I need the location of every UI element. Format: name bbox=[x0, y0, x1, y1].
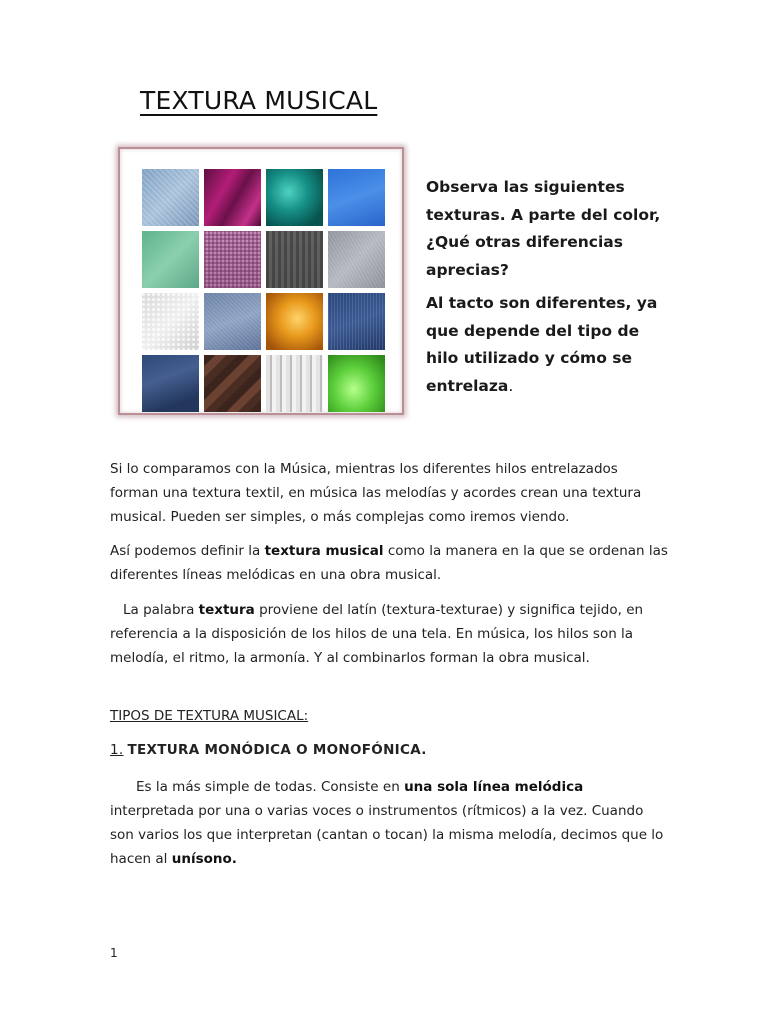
white-fur-tile bbox=[142, 293, 199, 350]
textures-image-grid bbox=[142, 169, 385, 412]
jeans-tile bbox=[204, 293, 261, 350]
navy-denim-tile bbox=[328, 293, 385, 350]
subsection-number: 1. bbox=[110, 742, 124, 758]
magenta-fabric-tile bbox=[204, 169, 261, 226]
paragraph-monody bbox=[110, 775, 670, 871]
white-pleat-tile bbox=[266, 355, 323, 412]
paragraph-music-comparison: Si lo comparamos con la Música, mientras los diferentes hilos entrelazados forman una textura textil, en música las melodías y acordes crean una textura musical. Pueden ser simples, o más complejas como iremos viendo. bbox=[110, 461, 642, 525]
paragraph-etymology bbox=[110, 598, 670, 670]
grey-wool-tile bbox=[328, 231, 385, 288]
section-heading: TIPOS DE TEXTURA MUSICAL: bbox=[110, 708, 309, 724]
side-text bbox=[426, 174, 676, 406]
paragraph-definition bbox=[110, 539, 670, 587]
subsection-title: TEXTURA MONÓDICA O MONOFÓNICA. bbox=[127, 742, 427, 758]
pink-knit-tile bbox=[204, 231, 261, 288]
document-title: TEXTURA MUSICAL bbox=[140, 86, 378, 115]
leather-weave-tile bbox=[204, 355, 261, 412]
jeans-pocket-tile bbox=[142, 355, 199, 412]
side-answer-text: Al tacto son diferentes, ya que depende del tipo de hilo utilizado y cómo se entrelaza bbox=[426, 294, 658, 395]
blue-fabric-tile bbox=[328, 169, 385, 226]
teal-satin-tile bbox=[266, 169, 323, 226]
paragraph-definition-end: como la manera en la que se ordenan las diferentes líneas melódicas en una obra musical. bbox=[110, 543, 668, 583]
paragraph-etymology-start: La palabra bbox=[123, 602, 199, 618]
paragraph-monody-middle: interpretada por una o varias voces o instrumentos (rítmicos) a la vez. Cuando son varios los que interpretan (cantan o tocan) la misma melodía, decimos que lo hacen al bbox=[110, 803, 664, 867]
side-question: Observa las siguientes texturas. A parte del color, ¿Qué otras diferencias aprecias? bbox=[426, 178, 661, 279]
paragraph-definition-start: Así podemos definir la bbox=[110, 543, 265, 559]
paragraph-definition-bold: textura musical bbox=[264, 543, 384, 559]
paragraph-etymology-bold: textura bbox=[198, 602, 255, 618]
paragraph-monody-start: Es la más simple de todas. Consiste en bbox=[136, 779, 405, 795]
side-answer-period: . bbox=[508, 376, 514, 395]
subsection-heading bbox=[110, 738, 670, 762]
paragraph-monody-bold-1: una sola línea melódica bbox=[404, 779, 584, 795]
grey-weave-tile bbox=[266, 231, 323, 288]
paragraph-etymology-end: proviene del latín (textura-texturae) y significa tejido, en referencia a la disposición de los hilos de una tela. En música, los hilos son la melodía, el ritmo, la armonía. Y al combinarlos forman la obra musical. bbox=[110, 602, 644, 666]
paragraph-monody-bold-2: unísono. bbox=[171, 851, 237, 867]
gold-satin-tile bbox=[266, 293, 323, 350]
page-number: 1 bbox=[110, 946, 118, 960]
lime-satin-tile bbox=[328, 355, 385, 412]
textures-image-frame bbox=[118, 147, 404, 415]
denim-light-tile bbox=[142, 169, 199, 226]
mint-fabric-tile bbox=[142, 231, 199, 288]
side-answer bbox=[426, 290, 676, 400]
